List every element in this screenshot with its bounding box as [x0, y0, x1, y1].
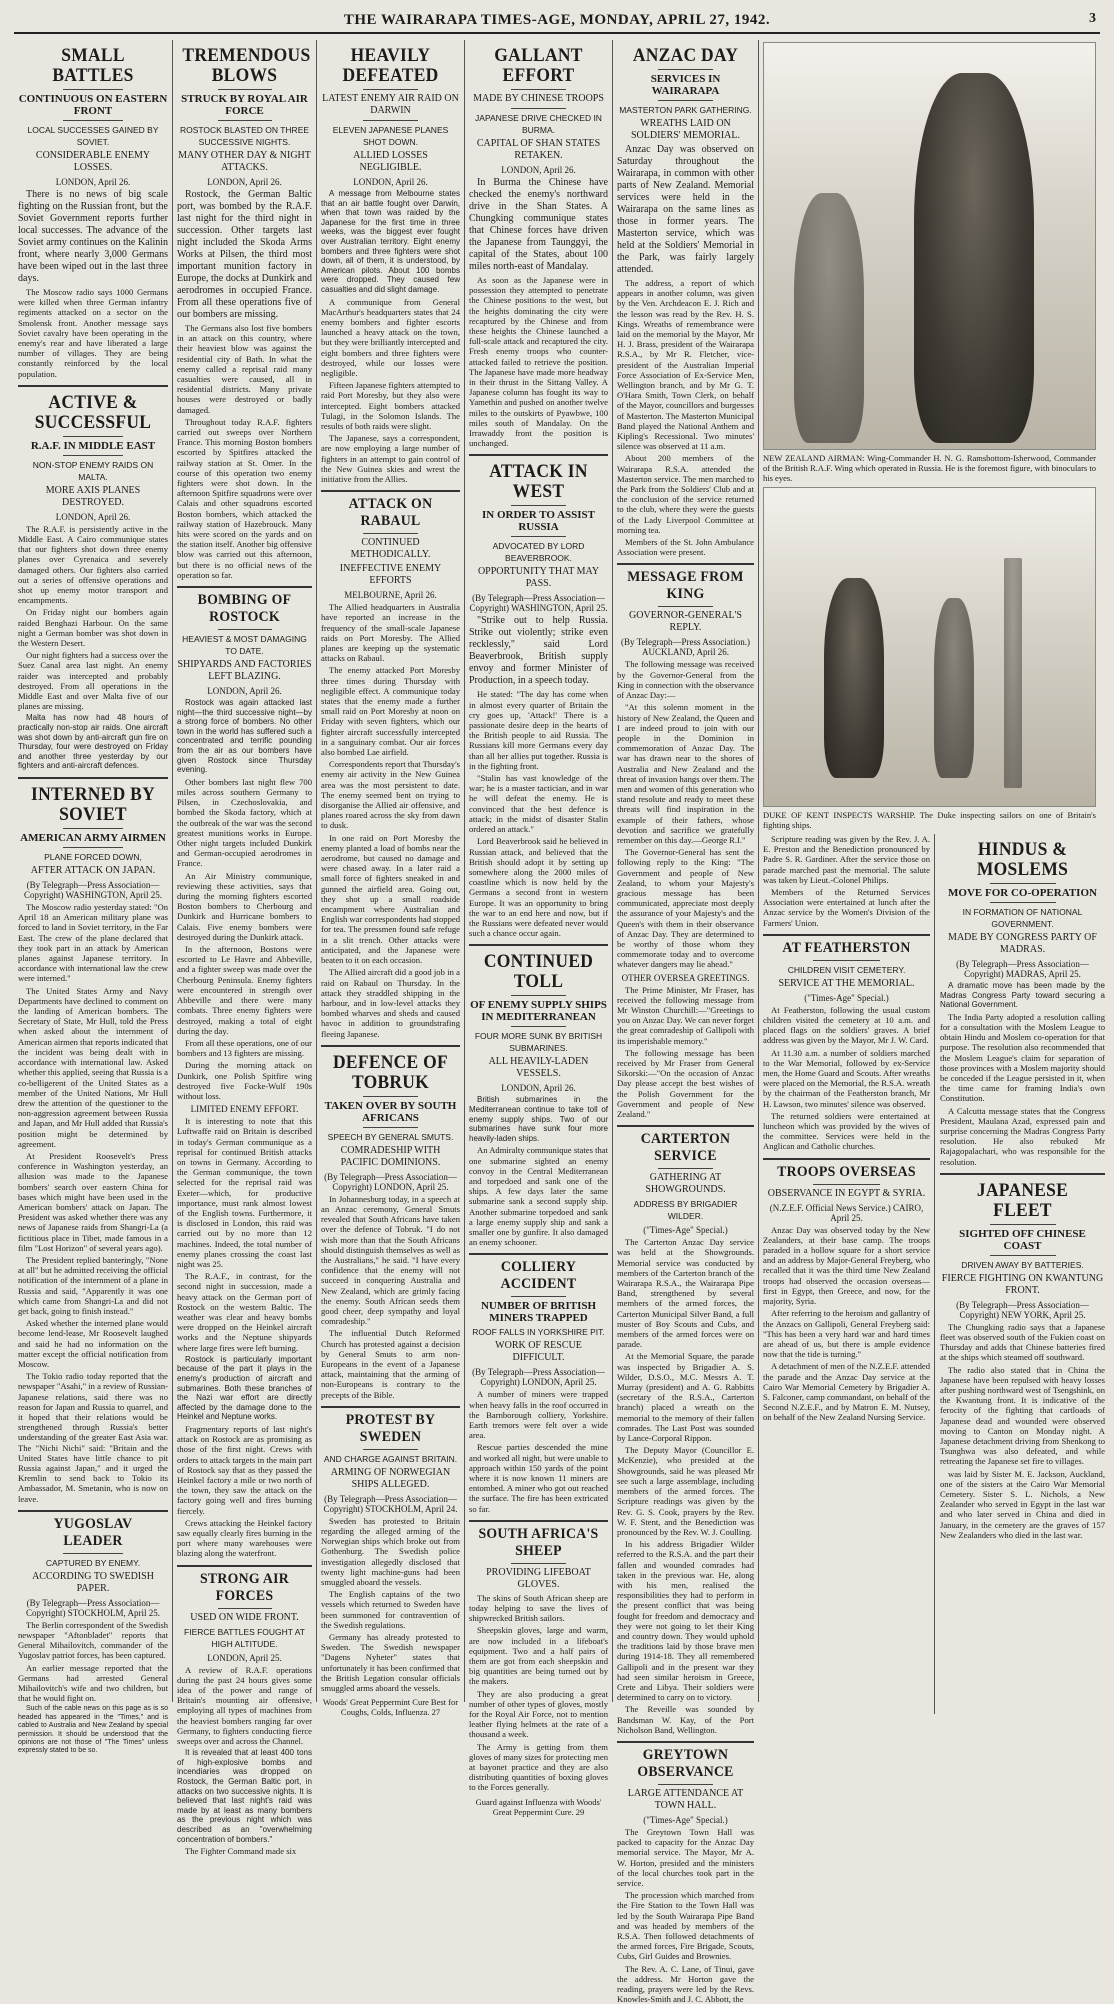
headline: BOMBING OF ROSTOCK	[197, 592, 292, 626]
paragraph: The R.A.F. is persistently active in the Middle East. A Cairo communique states that our fighters shot down three enemy planes over Cyrenaica and severely damaged others. Our fighters also carried out a series of offensive operations and shot up enemy motor transport and encampments.	[18, 523, 168, 606]
paragraph: A message from Melbourne states that an air battle fought over Darwin, when that town was raided by the Japanese for the first time in three weeks, was the biggest ever fought over Australian territory. Eight enemy bombers and three fighters were shot down, all of them, it is understood, by American pilots. About 100 bombs were dropped. They caused few casualties and did slight damage.	[321, 189, 460, 294]
deck: SHIPYARDS AND FACTORIES LEFT BLAZING.	[177, 659, 312, 683]
deck: OPPORTUNITY THAT MAY PASS.	[477, 566, 600, 590]
paragraph: "Strike out to help Russia. Strike out violently; strike even recklessly," said Lord Beaverbrook, British supply envoy and former Minister of Production, in a speech today.	[469, 615, 608, 687]
paragraph: The English captains of the two vessels which returned to Sweden have been summoned for contravention of the Swedish regulations.	[321, 1589, 460, 1630]
deck: SERVICES IN WAIRARAPA	[650, 73, 721, 97]
deck: MASTERTON PARK GATHERING.	[619, 105, 752, 115]
deck: HEAVIEST & MOST DAMAGING TO DATE.	[182, 634, 307, 657]
paragraph: The returned soldiers were entertained at luncheon which was provided by the wives of the committee. Services were held in the Anglican and Catholic churches.	[763, 1110, 930, 1152]
article-message-from-king	[617, 569, 754, 1119]
paragraph: At the Memorial Square, the parade was inspected by Brigadier A. S. Wilder, D.S.O., M.C. Messrs A. T. Murray (president) and A. G. Rabbitts (secretary of the R.S.A., Carterton branch) placed a wreath on the memorial to the memory of their fallen comrades. The Last Post was sounded by Lance-Corporal Rippon.	[617, 1351, 754, 1444]
subcolumn-left	[763, 834, 934, 1425]
column-4	[464, 40, 612, 1817]
headline: SOUTH AFRICA'S SHEEP	[478, 1525, 599, 1559]
paragraph: The Deputy Mayor (Councillor E. McKenzie), who presided at the Showgrounds, said he was pleased Mr see such a large assemblage, including members of the armed forces. The Scripture readings was given by the Rev. G. S. Cook, prayers by the Rev. W. F. Stent, and the Benediction was pronounced by the Rev. W. J. Coulling.	[617, 1445, 754, 1537]
deck: MANY OTHER DAY & NIGHT ATTACKS.	[178, 150, 311, 173]
paragraph: The Carterton Anzac Day service was held at the Showgrounds. Memorial service was conducted by members of the Carterton branch of the Wairarapa R.S.A., the Wairarapa Pipe Band, strengthened by several members of the armed forces, the Carterton Municipal Silver Band, a full muster of Boy Scouts and Cubs, and members of the armed forces were on parade.	[617, 1237, 754, 1350]
deck: FOUR MORE SUNK BY BRITISH SUBMARINES.	[474, 1031, 603, 1054]
paragraph: During the morning attack on Dunkirk, one Polish Spitfire wing destroyed five Focke-Wulf 190s without loss.	[177, 1060, 312, 1101]
headline: COLLIERY ACCIDENT	[500, 1259, 577, 1293]
subcolumn-right	[934, 834, 1105, 1714]
paragraph: The Army is getting from them gloves of many sizes for protecting men at bayonet practice and they are also distributing quantities of boxing gloves to the Forces generally.	[469, 1741, 608, 1793]
deck: AFTER ATTACK ON JAPAN.	[30, 865, 156, 877]
paragraph: It is revealed that at least 400 tons of high-explosive bombs and incendiaries was dropped on Rostock, the German Baltic port, in attacks on two successive nights. It is believed that last night's raid was made by at least as many bombers as the previous night which was described as an "overwhelming concentration of bombers."	[177, 1748, 312, 1844]
deck: LOCAL SUCCESSES GAINED BY SOVIET.	[27, 125, 159, 147]
paragraph: A number of miners were trapped when heavy falls in the roof occurred in the Barnborough colliery, Yorkshire. Earth tremors were felt over a wide area.	[469, 1389, 608, 1441]
deck: USED ON WIDE FRONT.	[190, 1611, 299, 1623]
paragraph: About 200 members of the Wairarapa R.S.A. attended the Masterton service. The men marched to the Park from the Soldiers' Club and at the conclusion of the service returned to the club, where they were the guests of the Lady Liverpool Committee at morning tea.	[617, 453, 754, 535]
headline: HINDUS & MOSLEMS	[976, 839, 1069, 880]
paragraph: Sheepskin gloves, large and warm, are now included in a lifeboat's equipment. Two and a half pairs of them are got from each sheepskin and big quantities are being turned out by the makers.	[469, 1625, 608, 1687]
paragraph: Rescue parties descended the mine and worked all night, but were unable to approach within 150 yards of the point where it is now known 11 miners are entombed. A miner who got out reached the surface. The fire has been extricated so far.	[469, 1442, 608, 1514]
article-attack-on-rabaul	[321, 496, 460, 1039]
paragraph: The Japanese, says a correspondent, are now employing a large number of fighters in an attempt to gain control of the New Guinea skies and wrest the initiative from the Allies.	[321, 433, 460, 484]
headline: HEAVILY DEFEATED	[342, 45, 439, 86]
paragraph: As soon as the Japanese were in possession they attempted to penetrate the Chinese positions to the west, but the heights dominating the city were recaptured by the Chinese and from these heights the Chinese launched a full-scale attack and recaptured the city. Fresh enemy troops who counter-attacked failed to retrieve the position. The Japanese have made more headway in their thrust in the Sittang Valley. A Japanese column has fought its way to Yamethin and pushed on another twelve miles to the outskirts of Pyawbwe, 100 miles south of Mandalay. On the Irrawaddy front the position is unchanged.	[469, 275, 608, 449]
deck: ARMING OF NORWEGIAN SHIPS ALLEGED.	[330, 1466, 451, 1490]
credit-line: (N.Z.E.F. Official News Service.) CAIRO, April 25.	[769, 1202, 924, 1223]
dateline: LONDON, April 26.	[501, 1083, 576, 1094]
headline: JAPANESE FLEET	[976, 1179, 1069, 1221]
dateline: LONDON, April 26.	[207, 686, 282, 697]
advertisement: Woods' Great Peppermint Cure Best for Coughs, Colds, Influenza. 27	[322, 1697, 459, 1718]
deck: OF ENEMY SUPPLY SHIPS IN MEDITERRANEAN	[470, 999, 607, 1024]
paragraph: The Germans also lost five bombers in an attack on this country, where their heaviest blow was against the residential city of Bath. In what the enemy called a reprisal raid many casualties were caused, all in residential districts. Many private houses were destroyed or badly damaged.	[177, 323, 312, 415]
deck: MORE AXIS PLANES DESTROYED.	[45, 484, 141, 508]
deck: GATHERING AT SHOWGROUNDS.	[645, 1172, 726, 1196]
page-number: 3	[1089, 11, 1096, 26]
paragraph: The following message was received by the Governor-General from the King in connection with the observance of Anzac Day:—	[617, 659, 754, 701]
deck: AND CHARGE AGAINST BRITAIN.	[323, 1453, 458, 1464]
dateline: MELBOURNE, April 26.	[344, 590, 437, 601]
paragraph: The Rev. A. C. Lane, of Tinui, gave the address. Mr Horton gave the reading, prayers were led by the Revs. Knowles-Smith and J. C. Abbott, the	[617, 1963, 754, 2004]
deck: GOVERNOR-GENERAL'S REPLY.	[629, 610, 742, 634]
deck: MOVE FOR CO-OPERATION	[948, 887, 1097, 899]
headline: ATTACK ON RABAUL	[348, 496, 433, 530]
headline: GALLANT EFFORT	[494, 45, 583, 86]
article-strong-air-forces	[177, 1571, 312, 1857]
article-yugoslav-leader	[18, 1516, 168, 1756]
article-tremendous-blows	[177, 46, 312, 580]
deck: PLANE FORCED DOWN,	[44, 852, 142, 863]
credit-line: ("Times-Age" Special.)	[643, 1225, 728, 1236]
credit-line: ("Times-Age" Special.)	[804, 992, 889, 1003]
headline: DEFENCE OF TOBRUK	[333, 1051, 448, 1093]
credit-line: (By Telegraph—Press Association—Copyright) STOCKHOLM, April 24.	[323, 1493, 458, 1514]
headline: CONTINUED TOLL	[483, 951, 594, 993]
deck: INEFFECTIVE ENEMY EFFORTS	[339, 563, 442, 587]
headline: ANZAC DAY	[632, 45, 739, 66]
column-6	[758, 40, 1105, 1702]
paragraph: "At this solemn moment in the history of New Zealand, the Queen and I are indeed proud to join with our people in the Dominion in commemoration of Anzac Day. The war has drawn near to the shores of Australia and New Zealand and the threat of invasion hangs over them. The men and women of this generation who stand resolute and ready to meet these threats will find inspiration in the example of their fathers, whose devotion and sacrifice we gratefully remember on this day.—George R.I."	[617, 702, 754, 845]
article-active-successful	[18, 393, 168, 771]
paragraph: Sweden has protested to Britain regarding the alleged arming of the Norwegian ships which broke out from Gothenburg. The Swedish police investigation allegedly disclosed that twenty light machine-guns had been smuggled aboard the vessels.	[321, 1515, 460, 1587]
paragraph: It is interesting to note that this Luftwaffe raid on Britain is described in today's German communique as a reprisal for continued British attacks on towns in Germany. According to the German communique, the town selected for the reprisal raid was Exeter—which, for productive importance, must rank almost lowest of the English towns. Furthermore, it is disclosed in London, this raid was carried out by no more than 12 machines. Indeed, the total number of enemy planes crossing the coast last night was 25.	[177, 1116, 312, 1269]
paragraph: On Friday night our bombers again raided Benghazi Harbour. On the same night a German bomber was shot down in the Western Desert.	[18, 607, 168, 649]
photo-caption: NEW ZEALAND AIRMAN: Wing-Commander H. N. G. Ramsbottom-Isherwood, Commander of the British R.A.F. Wing which operated in Russia. He is the foremost figure, with binoculars to his eyes.	[763, 453, 1096, 483]
paragraph: British submarines in the Mediterranean continue to take toll of enemy supply ships. Two of our submarines have sunk four more heavily-laden ships.	[469, 1095, 608, 1143]
article-bombing-of-rostock	[177, 592, 312, 1559]
headline: INTERNED BY SOVIET	[31, 784, 155, 826]
paragraph: At 11.30 a.m. a number of soldiers marched to the War Memorial, followed by ex-Service men, the Home Guard and Scouts. After wreaths were placed on the Memorial, the R.S.A. wreath by the chairman of the Featherston branch, Mr H. Lawson, two minutes' silence was observed.	[763, 1047, 930, 1109]
paragraph: Rostock is particularly important because of the part it plays in the enemy's production of aircraft and submarines. Both these branches of the Nazi war effort are directly affected by the damage done to the Heinkel and Neptune works.	[177, 1354, 312, 1422]
advertisement: Guard against Influenza with Woods' Great Peppermint Cure. 29	[475, 1796, 602, 1817]
deck: NUMBER OF BRITISH MINERS TRAPPED	[480, 1300, 597, 1325]
paragraph: Malta has now had 48 hours of practically non-stop air raids. One aircraft was shot down by anti-aircraft gun fire on Thursday, four were destroyed on Friday and another three yesterday by our fighters and anti-aircraft defences.	[18, 713, 168, 771]
credit-line: ("Times-Age" Special.)	[643, 1814, 728, 1825]
paragraph: Asked whether the interned plane would become lend-lease, Mr Roosevelt laughed and said he had no information on the matter except the official notification from Moscow.	[18, 1318, 168, 1369]
paragraph: Germany has already protested to Sweden. The Swedish newspaper "Dagens Nyheter" states that unfortunately it has been confirmed that the British Legation consular officials smuggled arms aboard the vessels.	[321, 1632, 460, 1694]
paragraph: was laid by Sister M. E. Jackson, Auckland, one of the sisters at the Cairo War Memorial Cemetery. Sister S. L. Nichols, a New Zealander who served in Egypt in the last war and who later served in China and died in January, in the cemetery are the graves of 157 New Zealanders who died in the last war.	[940, 1468, 1105, 1540]
deck: NON-STOP ENEMY RAIDS ON MALTA.	[32, 459, 154, 482]
paragraph: In one raid on Port Moresby the enemy planted a load of bombs near the aerodrome, but caused no damage and were chased away. In a later raid a small force of fighters sneaked in and gunned the airfield area. Going out, they shot up a small roadside encampment where Australian and English war correspondents had stopped for tea. The pressmen found safe refuge in a slit trench. Other attacks were anticipated, and the Japanese were beaten to it on each occasion.	[321, 832, 460, 966]
deck: WREATHS LAID ON SOLDIERS' MEMORIAL.	[630, 118, 741, 141]
article-heavily-defeated	[321, 46, 460, 484]
paragraph: The Greytown Town Hall was packed to capacity for the Anzac Day memorial service. The Mayor, Mr A. W. Horton, presided and the ministers of the local churches took part in the service.	[617, 1826, 754, 1888]
headline: SMALL BATTLES	[52, 45, 134, 86]
paragraph: The procession which marched from the Fire Station to the Town Hall was led by the South Wairarapa Pipe Band and was headed by members of the R.S.A. Then followed detachments of the armed forces, Fire Brigade, Scouts, Cubs, Girl Guides and Brownies.	[617, 1890, 754, 1962]
paragraph: An Admiralty communique states that one submarine sighted an enemy convoy in the Central Mediterranean and torpedoed and sank one of the ships. A few days later the same submarine sank a second supply ship. Another submarine torpedoed and sank a large enemy supply ship and sank a smaller one by gunfire. It also damaged an enemy schooner.	[469, 1145, 608, 1248]
headline: STRONG AIR FORCES	[199, 1570, 290, 1604]
paragraph: Fragmentary reports of last night's attack on Rostock are as promising as those of the first night. Crews with orders to attack targets in the main part of Rostock say that as they passed the Heinkel factory a mile or two north of the town, they saw the attack on the factory going well and fires burning fiercely.	[177, 1423, 312, 1516]
deck: CHILDREN VISIT CEMETERY.	[787, 964, 906, 975]
paragraph: He stated: "The day has come when in almost every quarter of Britain the cry goes up, 'Attack!' There is a passionate desire deep in the hearts of the British people to aid Russia. The Russians kill more Germans every day than all her allies put together. Russia is in the fighting front.	[469, 689, 608, 771]
paragraph: The Governor-General has sent the following reply to the King: "The Government and people of New Zealand, to whom your Majesty's gracious message has been communicated, appreciate most deeply the assurance of your Majesty's and the Queen's with them in their observance of Anzac Day. They are determined to be worthy of those whom they commemorate today and to overcome whatever dangers may lie ahead."	[617, 847, 754, 970]
paragraph: The following message has been received by Mr Fraser from General Sikorski:—"On the occasion of Anzac Day please accept the best wishes of the Polish Government for the Government and people of New Zealand."	[617, 1047, 754, 1120]
paragraph: The enemy attacked Port Moresby three times during Thursday with negligible effect. A communique today states that the enemy made a further small raid on Port Moresby at noon on Friday with seven fighters, which our fighter aircraft successfully intercepted in a sanguinary combat. Our air forces also bombed Lae airfield.	[321, 665, 460, 758]
dateline: LONDON, April 25.	[207, 1652, 282, 1663]
article-attack-in-west	[469, 462, 608, 938]
article-south-africas-sheep	[469, 1526, 608, 1793]
paragraph: The Fighter Command made six	[185, 1846, 297, 1857]
paragraph: The R.A.F., in contrast, for the second night in succession, made a heavy attack on the German port of Rostock on the western Baltic. The weather was clear and heavy bombs were dropped on the Heinkel aircraft works and the Neptune shipyards where large fires were left burning.	[177, 1271, 312, 1353]
deck: MADE BY CONGRESS PARTY OF MADRAS.	[948, 932, 1097, 955]
deck: OBSERVANCE IN EGYPT & SYRIA.	[767, 1187, 926, 1199]
deck: ADDRESS BY BRIGADIER WILDER.	[633, 1199, 738, 1222]
paragraph: Lord Beaverbrook said he believed in Russian attack, and believed that the British should adopt it by setting up somewhere along the 2000 miles of coastline which is now held by the Germans a second front in western Europe. It was an opportunity to bring the war to an end here and now, but if the Russians were defeated never would such a chance occur again.	[469, 836, 608, 939]
deck: SIGHTED OFF CHINESE COAST	[959, 1227, 1086, 1252]
deck: ROOF FALLS IN YORKSHIRE PIT.	[472, 1327, 605, 1338]
deck: LARGE ATTENDANCE AT TOWN HALL.	[627, 1787, 744, 1811]
article-defence-of-tobruk	[321, 1053, 460, 1400]
credit-line: (By Telegraph—Press Association—Copyright) MADRAS, April 25.	[956, 959, 1089, 979]
headline: YUGOSLAV LEADER	[53, 1515, 133, 1549]
paragraph: The Moscow radio says 1000 Germans were killed when three German infantry regiments attacked on a sector on the Smolensk front. Another message says Soviet cavalry have been operating in the enemy's rear and have liberated a large number of villages. They are being constantly reinforced by the local population.	[18, 287, 168, 379]
headline: AT FEATHERSTON	[782, 939, 911, 956]
deck: SPEECH BY GENERAL SMUTS.	[327, 1131, 454, 1142]
dateline: LONDON, April 26.	[207, 177, 282, 187]
paragraph: The Berlin correspondent of the Swedish newspaper "Aftonbladet" reports that General Mihailovitch, commander of the Yugoslav patriot forces, has been captured.	[18, 1619, 168, 1661]
deck: AMERICAN ARMY AIRMEN	[20, 832, 166, 845]
deck: COMRADESHIP WITH PACIFIC DOMINIONS.	[340, 1144, 441, 1168]
paragraph: A communique from General MacArthur's headquarters states that 24 enemy bombers and fighter escorts launched a heavy attack on the town, but they were brilliantly intercepted and eight bombers and three fighters were destroyed, while our losses were negligible.	[321, 296, 460, 378]
paragraph: The Allied headquarters in Australia have reported an increase in the frequency of the small-scale Japanese raids on Port Moresby. The Allied planes are keeping up the systematic attacks on Rabaul.	[321, 602, 460, 664]
paragraph: At Featherston, following the usual custom children visited the cemetery at 10 a.m. and placed flags on the soldiers' graves. A brief address was given by the Mayor, Mr J. W. Card.	[763, 1004, 930, 1046]
paragraph: Other bombers last night flew 700 miles across southern Germany to Pilsen, in Czechoslovakia, and bombed the Skoda factory, which at the outbreak of the war was the second greatest munitions works in Europe. Other night targets included Dunkirk and German-occupied aerodromes in France.	[177, 776, 312, 869]
paragraph: The Allied aircraft did a good job in a raid on Rabaul on Thursday. In the attack they straddled shipping in the harbour, and in low-level attacks they bombed wharves and sheds and caused havoc in addition to groundstrafing fleeing Japanese.	[321, 967, 460, 1039]
headline: PROTEST BY SWEDEN	[345, 1411, 436, 1445]
paragraph: There is no news of big scale fighting on the Russian front, but the Soviet Government reports further local successes. The advance of the Soviet army continues on the Kalinin front, where nearly 3,000 Germans have been wiped out in the last three days.	[18, 189, 168, 284]
paragraph: The Chungking radio says that a Japanese fleet was observed south of the Fukien coast on Thursday and adds that Chinese batteries fired at the ships which steamed off southward.	[940, 1321, 1105, 1363]
paragraph: The skins of South African sheep are today helping to save the lives of shipwrecked British sailors.	[469, 1592, 608, 1624]
paragraph: Rostock, the German Baltic port, was bombed by the R.A.F. last night for the third night in succession. Other targets last night included the Skoda Arms Works at Pilsen, the third most important munition factory in Europe, the docks at Dunkirk and aerodromes in occupied France. From all these operations five of our bombers are missing.	[177, 189, 312, 320]
paragraph: Throughout today R.A.F. fighters carried out sweeps over Northern France. This morning Boston bombers escorted by Spitfires attacked the railway station at St. Omer. In the course of this operation two enemy fighters were shot down. In the afternoon Spitfire squadrons were over Calais and other squadrons escorted Boston bombers, which attacked the railway station of Hazebrouck. Many hits were scored on the yards and on the station itself. Another big offensive blow was carried out this afternoon, but there is no official news of the operation so far.	[177, 416, 312, 580]
paragraph: Correspondents report that Thursday's enemy air activity in the New Guinea area was the most persistent to date. The enemy seemed bent on trying to disorganise the Allied air offensive, and planes roared across the sky from dawn to dusk.	[321, 759, 460, 831]
column-2	[172, 40, 316, 1857]
columns	[14, 40, 1105, 2004]
column-3	[316, 40, 464, 1718]
headline: ACTIVE & SUCCESSFUL	[34, 391, 152, 433]
deck: ACCORDING TO SWEDISH PAPER.	[32, 1570, 154, 1594]
deck: PROVIDING LIFEBOAT GLOVES.	[486, 1566, 591, 1590]
article-anzac-day	[617, 46, 754, 557]
deck: FIERCE BATTLES FOUGHT AT HIGH ALTITUDE.	[184, 1626, 305, 1649]
deck: ADVOCATED BY LORD BEAVERBROOK.	[492, 541, 585, 564]
paragraph: In Burma the Chinese have checked the enemy's northward drive in the Shan States. A Chungking communique states that Chinese forces have driven the Japanese from Taunggyi, the capital of the States, about 100 miles north-east of Mandalay.	[469, 177, 608, 272]
paragraph: Our night fighters had a success over the Suez Canal area last night. An enemy raider was intercepted and probably destroyed. From all operations in the Middle East and over Malta five of our planes are missing.	[18, 650, 168, 712]
deck: DRIVEN AWAY BY BATTERIES.	[961, 1259, 1084, 1270]
credit-line: (By Telegraph—Press Association—Copyright) STOCKHOLM, April 25.	[25, 1597, 161, 1618]
column-5	[612, 40, 758, 2004]
headline: TREMENDOUS BLOWS	[182, 45, 311, 86]
paragraph: The United States Army and Navy Departments have declined to comment on the landing of American bombers. The Secretary of State, Mr Hull, told the Press when asked about the internment of American airmen that reports indicated that the incident was being dealt with in accordance with international law. Asked whether this applied, seeing that Russia is a co-belligerent of the United States as a member of the United Nations, Mr Hull drew the attention of the questioner to the non-aggression agreement between Russia and Japan, and Mr Hull added that Russia's position might be determined by agreement.	[18, 985, 168, 1149]
paragraph: In the afternoon, Bostons were escorted to Le Havre and Abbeville, and a fighter sweep was made over the Cherbourg Peninsula. Enemy fighters were encountered in strength over Abbeville and there were many combats. Three enemy fighters were destroyed, making a total of eight during the day.	[177, 944, 312, 1036]
column-1	[14, 40, 172, 1755]
paragraph: The Prime Minister, Mr Fraser, has received the following message from Mr Winston Churchill:—"Greetings to you on Anzac Day. We can never forget the great comradeship of Gallipoli with its imperishable memory."	[617, 984, 754, 1046]
paragraph: A detachment of men of the N.Z.E.F. attended the parade and the Anzac Day service at the Cairo War Memorial Cemetery by Brigadier A. S. Falconer, camp commandant, on behalf of the Second N.Z.E.F., and by Matron E. M. Nutsey, on behalf of the New Zealand Nursing Service.	[763, 1361, 930, 1423]
dateline: LONDON, April 26.	[55, 511, 131, 522]
paragraph: Anzac Day was observed on Saturday throughout the Wairarapa, in common with other parts of New Zealand. Memorial services were held in the Wairarapa on the same lines as those in former years. The Masterton service, which was held at the Soldiers' Memorial in the Park, was fairly largely attended.	[617, 144, 754, 275]
paragraph: Crews attacking the Heinkel factory saw equally clearly fires burning in the port where many warehouses were blazing along the waterfront.	[177, 1517, 312, 1559]
deck: WORK OF RESCUE DIFFICULT.	[495, 1340, 582, 1364]
paragraph: An earlier message reported that the Germans had arrested General Mihailovitch's wife and two children, but that he would fight on.	[18, 1662, 168, 1704]
deck: SERVICE AT THE MEMORIAL.	[778, 977, 915, 989]
paragraph: A dramatic move has been made by the Madras Congress Party toward securing a National Government.	[940, 981, 1105, 1010]
article-troops-overseas	[763, 1164, 930, 1423]
article-protest-by-sweden	[321, 1412, 460, 1693]
deck: ROSTOCK BLASTED ON THREE SUCCESSIVE NIGHTS.	[179, 125, 310, 147]
masthead-title: THE WAIRARAPA TIMES-AGE, MONDAY, APRIL 27, 1942.	[343, 11, 771, 28]
deck: CONTINUED METHODICALLY.	[350, 537, 431, 561]
headline: ATTACK IN WEST	[489, 461, 588, 503]
headline: TROOPS OVERSEAS	[777, 1163, 916, 1180]
paragraph: The Reveille was sounded by Bandsman W. Kay, of the Port Nicholson Band, Wellington.	[617, 1704, 754, 1735]
article-japanese-fleet	[940, 1181, 1105, 1467]
paragraph: The India Party adopted a resolution calling for a consultation with the Moslem League to obtain Hindu and Moslem co-operation for that purpose. The resolution also recommended that the Moslem League's claim for separation of those provinces with a Moslem majority should be conceded if the League persisted in it, when the time came for framing India's own Constitution.	[940, 1011, 1105, 1104]
paragraph: The address, a report of which appears in another column, was given by the Ven. Archdeacon E. J. Rich and the lesson was read by the Rev. H. S. Kings. Wreaths of remembrance were laid on the memorial by the Mayor, Mr H. J. Brass, president of the Wairarapa R.S.A., by Mr R. Fletcher, vice-president of the Australian Imperial Force Association of Ex-Service Men, Wellington branch, and by Mr G. T. O'Hara Smith, Town Clerk, on behalf of the Mayor, councillors and burgesses of Masterton. The Masterton Municipal Band played the National Anthem and Kipling's Recessional. Two minutes' silence was observed at 11 a.m.	[617, 278, 754, 452]
headline: CARTERTON SERVICE	[640, 1131, 731, 1165]
deck: CONSIDERABLE ENEMY LOSSES.	[35, 150, 151, 173]
dateline: LONDON, April 26.	[353, 177, 428, 187]
headline: GREYTOWN OBSERVANCE	[637, 1746, 734, 1780]
article-interned-by-soviet	[18, 785, 168, 1504]
credit-line: (By Telegraph—Press Association—Copyright) WASHINGTON, April 25.	[469, 593, 608, 614]
article-gallant-effort	[469, 46, 608, 448]
paragraph: An Air Ministry communique, reviewing these activities, says that during the morning fighters escorted Boston bombers to Cherbourg and Dunkirk and Hurricane bombers to Calais. Five enemy bombers were destroyed during the Dunkirk attack.	[177, 870, 312, 942]
article-at-featherston	[763, 940, 930, 1152]
paragraph: The Moscow radio yesterday stated: "On April 18 an American military plane was forced to land in Soviet territory, in the Far East. The crew of the plane declared that they took part in an attack by American planes against Japanese territory. In accordance with international law the crew were interned."	[18, 902, 168, 984]
paragraph: The radio also stated that in China the Japanese have been repulsed with heavy losses after pushing northward west of Tsengshink, on the Kwantung front. It is indicative of the ferocity of the fighting that cartloads of Japanese dead and wounded were observed moving to Canton on Monday night. A Japanese detachment driving from Shenkong to Tsunghwa was also defeated, and while retreating the Japanese set fire to villages.	[940, 1364, 1105, 1467]
paragraph: The Tokio radio today reported that the newspaper "Asahi," in a review of Russian-Japanese relations, said there was no reason for Japan and Russia to quarrel, and it hoped that their relations would be strengthened through Russia's better understanding of the greater East Asia war. The "Nichi Nichi" said: "Britain and the United States have little chance to pit Russia against Japan," and it urged the Kremlin to send back to Tokio its Ambassador, M. Smetanin, who is now on leave.	[18, 1371, 168, 1504]
deck: ELEVEN JAPANESE PLANES SHOT DOWN.	[332, 125, 449, 147]
paragraph: The President replied banteringly, "None at all" but he admitted receiving the official notification of the internment of a plane in Russia and said, "Apparently it was one which came from Shangri-La and did not get back, going to finish instead."	[18, 1254, 168, 1316]
deck: TAKEN OVER BY SOUTH AFRICANS	[324, 1099, 457, 1124]
paragraph: Fifteen Japanese fighters attempted to raid Port Moresby, but they also were intercepted. Eight bombers attacked Tulagi, in the Solomon Islands. The results of both raids were slight.	[321, 380, 460, 431]
paragraph: Scripture reading was given by the Rev. J. A. E. Preston and the Benediction pronounced by Padre S. R. Gardiner. After the service those on parade marched past the memorial. The salute was taken by Lieut.-Colonel Philips.	[763, 834, 930, 885]
deck: ALL HEAVILY-LADEN VESSELS.	[488, 1056, 589, 1080]
deck: FIERCE FIGHTING ON KWANTUNG FRONT.	[941, 1272, 1104, 1296]
paragraph: Members of the Returned Services Association were entertained at lunch after the Anzac service by the Women's Division of the Farmers' Union.	[763, 887, 930, 928]
photo-caption: DUKE OF KENT INSPECTS WARSHIP. The Duke inspecting sailors on one of Britain's fighting ships.	[763, 810, 1096, 830]
dateline: LONDON, April 26.	[501, 165, 576, 175]
paragraph: From all these operations, one of our bombers and 13 fighters are missing.	[177, 1037, 312, 1059]
subhead: LIMITED ENEMY EFFORT.	[190, 1104, 299, 1115]
paragraph: In Johannesburg today, in a speech at an Anzac ceremony, General Smuts revealed that South Africans have taken over the defence of Tobruk. "I do not wish more than that the South Africans should distinguish themselves as well as the Australians," he said. "I have every confidence that the enemy will not succeed in conquering Australia and New Zealand, which are grimly facing the enemy. South African seeds them good cheer, deep sympathy and loyal comradeship."	[321, 1193, 460, 1327]
headline: MESSAGE FROM KING	[627, 569, 744, 603]
credit-line: (By Telegraph—Press Association—Copyright) NEW YORK, April 25.	[956, 1299, 1089, 1320]
deck: IN FORMATION OF NATIONAL GOVERNMENT.	[962, 907, 1083, 929]
credit-line: (By Telegraph—Press Association—Copyright) LONDON, April 25.	[324, 1171, 457, 1192]
paragraph: In his address Brigadier Wilder referred to the R.S.A. and the part their fallen and wounded comrades had taken in the previous war. He, along with his men, realised the responsibilities they had to perform in the present conflict that was being fought for freedom and democracy and they were not going to let their King and country down. They would uphold the traditions laid by those brave men during 1914-18. They all remembered Gallipoli and in the present war they had seen similar heroism in Greece, Crete and Libya. Their soldiers were determined to carry on to victory.	[617, 1539, 754, 1703]
article-carterton-service	[617, 1131, 754, 1735]
article-greytown-observance	[617, 1747, 754, 2004]
paragraph: A Calcutta message states that the Congress President, Maulana Azad, expressed pain and surprise concerning the Madras Congress Party resolution. He also rebuked Mr Rajagopalachari, who was responsible for the resolution.	[940, 1105, 1105, 1167]
article-colliery-accident	[469, 1259, 608, 1513]
credit-line: (By Telegraph—Press Association.) AUCKLAND, April 26.	[621, 637, 750, 658]
deck: LATEST ENEMY AIR RAID ON DARWIN	[322, 93, 459, 116]
deck: IN ORDER TO ASSIST RUSSIA	[481, 509, 595, 534]
article-small-battles	[18, 46, 168, 379]
paragraph: After referring to the heroism and gallantry of the Anzacs on Gallipoli, General Freyberg said: "This has been a very hard war and hard times are ahead of us, but there is ample evidence now that the tide is turning."	[763, 1308, 930, 1360]
credit-line: (By Telegraph—Press Association—Copyright) WASHINGTON, April 25.	[24, 880, 162, 901]
paragraph: "Stalin has vast knowledge of the war; he is a master tactician, and in war he will defeat the enemy. He is convinced that the best defence is attack; in the midst of disaster Stalin ordered an attack."	[469, 773, 608, 835]
paragraph: Members of the St. John Ambulance Association were present.	[617, 537, 754, 558]
deck: STRUCK BY ROYAL AIR FORCE	[181, 93, 308, 117]
masthead	[14, 8, 1100, 34]
paragraph: Rostock was again attacked last night—the third successive night—by a strong force of bombers. No other town in the world has suffered such a concentrated and terrific pounding from the air as our bombers have given Rostock since Thursday evening.	[177, 698, 312, 775]
deck: CAPTURED BY ENEMY.	[45, 1557, 141, 1568]
paragraph: Anzac Day was observed today by the New Zealanders, at their base camp. The troops paraded in a hollow square for a short service and an address by Major-General Freyberg, who recalled that it was the third time New Zealand troops had observed the occasion overseas—first in Egypt, then Greece, and now, for the majority, Syria.	[763, 1224, 930, 1307]
dateline: LONDON, April 26.	[55, 177, 131, 187]
deck: CONTINUOUS ON EASTERN FRONT	[18, 93, 168, 117]
article-hindus-moslems	[940, 840, 1105, 1167]
deck: JAPANESE DRIVE CHECKED IN BURMA.	[475, 113, 602, 135]
article-continued-toll	[469, 952, 608, 1247]
deck: R.A.F. IN MIDDLE EAST	[30, 439, 156, 452]
paragraph: At President Roosevelt's Press conference in Washington yesterday, an allusion was made to the Japanese bombers' search over eastern China for bases which might have been used in the American bombers' attack on Japan. The President was asked whether there was any news of Japanese raids from Shangri-La (a fictitious place in Tibet, made famous in a film "Lost Horizon" of several years ago).	[18, 1150, 168, 1253]
footnote: Such of the cable news on this page as is so headed has appeared in the "Times," and is cabled to Australia and New Zealand by special permission. It should be understood that the opinions are not those of "The Times" unless expressly stated to be so.	[18, 1705, 168, 1755]
photo-nz-airman	[763, 42, 1096, 450]
paragraph: A review of R.A.F. operations during the past 24 hours gives some idea of the power and range of Britain's mounting air offensive, employing all types of machines from the heaviest bombers ranging far over Germany, to fighters conducting fierce sweeps over and across the Channel.	[177, 1664, 312, 1747]
deck: MADE BY CHINESE TROOPS	[473, 93, 604, 104]
subhead: OTHER OVERSEA GREETINGS.	[621, 972, 750, 983]
credit-line: (By Telegraph—Press Association—Copyright) LONDON, April 25.	[472, 1367, 605, 1388]
deck: ALLIED LOSSES NEGLIGIBLE.	[353, 150, 428, 173]
paragraph: The influential Dutch Reformed Church has protested against a decision by General Smuts to arm non-Europeans in the event of a Japanese attack, maintaining that the arming of non-Europeans is contrary to the precepts of the Bible.	[321, 1328, 460, 1400]
deck: CAPITAL OF SHAN STATES RETAKEN.	[476, 138, 601, 161]
paragraph: They are also producing a great number of other types of gloves, mostly for the Royal Air Force, not to mention leather flying helmets at the rate of a thousand a week.	[469, 1688, 608, 1740]
photo-duke-of-kent	[763, 487, 1096, 807]
